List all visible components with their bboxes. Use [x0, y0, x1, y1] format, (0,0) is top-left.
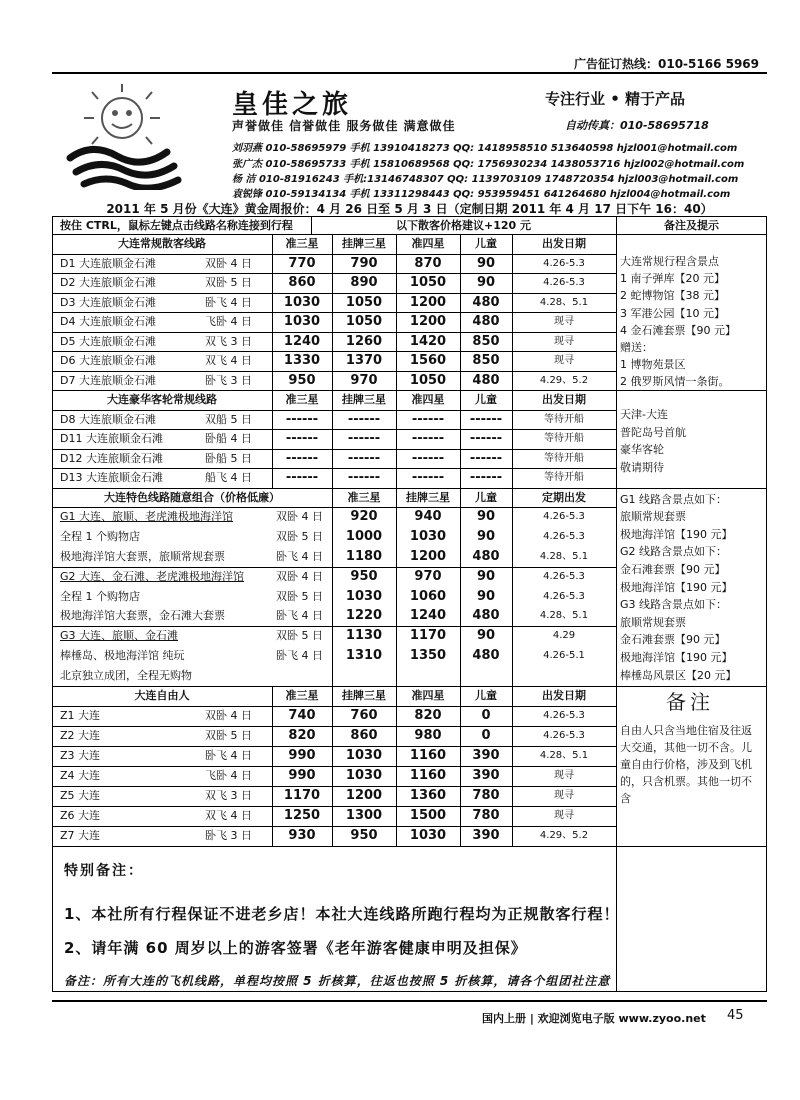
- remark-line: 2 蛇博物馆【38 元】: [620, 289, 725, 303]
- remark-line: 普陀岛号首航: [620, 425, 686, 439]
- price-cell: 0: [481, 707, 491, 723]
- duration: 双卧 4 日: [205, 256, 252, 270]
- route-name: Z7 大连: [60, 828, 101, 842]
- price-cell: 1170: [409, 628, 447, 644]
- grid-line: [52, 351, 616, 352]
- price-cell: 1500: [409, 807, 447, 823]
- price-cell: 970: [350, 372, 378, 388]
- duration: 双卧 5 日: [276, 589, 323, 603]
- departure-date: 等待开船: [544, 413, 584, 425]
- price-cell: 970: [414, 568, 442, 584]
- column-header: 大连特色线路随意组合（价格低廉）: [104, 490, 280, 504]
- price-cell: 790: [350, 255, 378, 271]
- remark-line: G3 线路含景点如下：: [620, 598, 728, 612]
- column-header: 准四星: [411, 688, 445, 702]
- price-cell: ------: [285, 450, 319, 466]
- duration: 双卧 5 日: [276, 629, 323, 643]
- column-header: 大连自由人: [134, 688, 190, 702]
- grid-line: [52, 468, 616, 469]
- column-header: 大连豪华客轮常规线路: [107, 393, 217, 406]
- departure-date: 现寻: [554, 355, 574, 366]
- price-cell: 1240: [409, 608, 447, 624]
- price-cell: ------: [411, 411, 445, 427]
- column-header: 准三星: [285, 688, 319, 702]
- price-cell: 950: [288, 372, 316, 388]
- duration: 双卧 4 日: [205, 708, 252, 722]
- footer-rule: [52, 1000, 767, 1002]
- column-header: 儿童: [475, 490, 497, 504]
- grid-line: [52, 293, 616, 294]
- duration: 双飞 3 日: [205, 788, 252, 802]
- duration: 卧飞 4 日: [276, 549, 323, 563]
- price-cell: 850: [472, 353, 500, 368]
- grid-line: [52, 766, 616, 767]
- departure-date: 4.26-5.3: [543, 277, 585, 288]
- price-cell: 1200: [409, 548, 447, 564]
- price-cell: 820: [288, 727, 316, 743]
- grid-line: [52, 312, 616, 313]
- special-notes-title: 特别备注：: [64, 863, 144, 879]
- remark-line: 1 博物苑景区: [620, 358, 686, 372]
- price-cell: 1030: [283, 294, 321, 310]
- price-cell: 1260: [345, 333, 383, 349]
- price-cell: 90: [476, 588, 496, 604]
- price-cell: ------: [285, 431, 319, 446]
- duration: 卧飞 3 日: [205, 828, 252, 842]
- price-cell: 1300: [345, 807, 383, 823]
- price-cell: 1360: [409, 787, 447, 803]
- price-cell: 1350: [409, 647, 447, 663]
- price-cell: ------: [347, 431, 381, 446]
- price-cell: 1030: [283, 314, 321, 329]
- price-cell: 890: [350, 275, 378, 290]
- remark-title: 备注: [666, 690, 714, 714]
- column-header: 挂牌三星: [406, 490, 450, 504]
- column-header: 挂牌三星: [342, 237, 386, 250]
- price-cell: 770: [288, 255, 316, 271]
- departure-date: 4.26-5.3: [543, 709, 585, 721]
- departure-date: 现寻: [554, 335, 574, 347]
- price-cell: ------: [469, 431, 503, 446]
- price-cell: 950: [350, 568, 378, 584]
- duration: 双卧 5 日: [276, 530, 323, 544]
- departure-date: 4.26-5.3: [543, 511, 585, 523]
- departure-date: 4.26-5.3: [543, 590, 585, 602]
- departure-date: 4.28、5.1: [539, 610, 589, 622]
- price-cell: 0: [481, 727, 491, 743]
- price-cell: 990: [288, 747, 316, 763]
- duration: 卧船 4 日: [205, 432, 252, 445]
- departure-date: 4.28、5.1: [539, 296, 589, 308]
- page-number: 45: [727, 1008, 744, 1023]
- price-cell: 480: [472, 294, 500, 310]
- price-cell: ------: [469, 450, 503, 466]
- remark-line: 2 俄罗斯风情一条街。: [620, 375, 730, 389]
- price-cell: ------: [411, 450, 445, 466]
- header-rule: [52, 72, 767, 74]
- remark-line: 天津-大连: [620, 408, 668, 421]
- price-cell: ------: [347, 450, 381, 466]
- company-slogan: 专注行业 • 精于产品: [545, 90, 686, 108]
- departure-date: 4.26-5.3: [543, 257, 585, 269]
- price-cell: 480: [472, 314, 500, 329]
- duration: 卧飞 4 日: [276, 609, 323, 623]
- price-cell: 1050: [409, 372, 447, 388]
- column-header: 儿童: [475, 688, 497, 702]
- flight-footnote: 备注：所有大连的飞机线路，单程均按照 5 折核算，往返也按照 5 折核算，请各个组团社注意: [64, 974, 611, 988]
- remark-line: 豪华客轮: [620, 443, 664, 456]
- grid-line: [52, 449, 616, 450]
- grid-line: [52, 826, 616, 827]
- remark-line: 4 金石滩套票【90 元】: [620, 323, 736, 337]
- grid-line: [52, 410, 616, 411]
- price-cell: 1050: [345, 294, 383, 310]
- grid-line: [52, 706, 616, 707]
- duration: 双卧 5 日: [205, 276, 252, 289]
- price-cell: 860: [288, 275, 316, 290]
- route-name: 全程 1 个购物店: [60, 530, 140, 544]
- price-cell: 1050: [409, 275, 447, 290]
- route-name: Z5 大连: [60, 788, 101, 802]
- price-cell: 950: [350, 827, 378, 843]
- contact-line: 袁锐锋 010-59134134 手机 13311298443 QQ: 953959451 641264680 hjzl004@hotmail.com: [232, 189, 731, 200]
- departure-date: 等待开船: [544, 433, 584, 444]
- fax-number: 自动传真：010-58695718: [565, 119, 709, 132]
- route-name: D5 大连旅顺金石滩: [60, 334, 156, 348]
- price-cell: 930: [288, 827, 316, 843]
- departure-date: 等待开船: [544, 452, 584, 464]
- route-name: D6 大连旅顺金石滩: [60, 354, 156, 367]
- column-header: 准四星: [411, 393, 445, 406]
- price-cell: 870: [414, 255, 442, 271]
- column-header: 准三星: [347, 490, 381, 504]
- duration: 卧飞 3 日: [205, 373, 252, 387]
- duration: 双飞 4 日: [205, 354, 252, 367]
- route-name: G1 大连、旅顺、老虎滩极地海洋馆: [60, 510, 234, 524]
- price-cell: 1030: [345, 588, 383, 604]
- departure-date: 4.26-5.3: [543, 531, 585, 543]
- duration: 双卧 4 日: [276, 510, 323, 524]
- price-cell: 990: [288, 767, 316, 783]
- grid-line: [52, 507, 616, 508]
- price-cell: 1310: [345, 647, 383, 663]
- price-cell: 480: [472, 647, 500, 663]
- price-cell: 860: [350, 727, 378, 743]
- column-header: 出发日期: [542, 393, 586, 406]
- remark-line: 3 军港公园【10 元】: [620, 306, 725, 320]
- departure-date: 4.28、5.1: [539, 749, 589, 761]
- route-name: 极地海洋馆大套票，金石滩大套票: [60, 609, 225, 623]
- departure-date: 现寻: [554, 769, 574, 781]
- sun-wave-logo-icon: [62, 80, 192, 190]
- route-name: 全程 1 个购物店: [60, 589, 140, 603]
- column-header: 儿童: [475, 393, 497, 406]
- price-cell: ------: [411, 470, 445, 485]
- grid-line: [52, 786, 616, 787]
- column-header: 挂牌三星: [342, 393, 386, 406]
- ad-hotline: 广告征订热线：010-5166 5969: [574, 57, 760, 71]
- grid-line: [616, 216, 617, 992]
- duration: 双飞 3 日: [205, 334, 252, 348]
- price-cell: 1160: [409, 767, 447, 783]
- departure-date: 4.26-5.1: [543, 649, 585, 661]
- remark-line: 金石滩套票【90 元】: [620, 562, 726, 576]
- price-cell: 90: [476, 509, 496, 525]
- grid-line: [52, 846, 767, 848]
- price-cell: 760: [350, 707, 378, 723]
- duration: 卧飞 4 日: [205, 295, 252, 309]
- grid-line: [52, 626, 616, 627]
- remark-line: 大连常规行程含景点: [620, 255, 719, 268]
- duration: 船飞 4 日: [205, 471, 252, 484]
- departure-date: 现寻: [554, 316, 574, 327]
- route-name: Z3 大连: [60, 748, 101, 762]
- remark-line: 金石滩套票【90 元】: [620, 633, 726, 647]
- departure-date: 4.28、5.1: [539, 550, 589, 562]
- column-header: 准四星: [411, 237, 445, 250]
- price-cell: 480: [472, 372, 500, 388]
- departure-date: 4.26-5.3: [543, 570, 585, 582]
- route-name: Z1 大连: [60, 708, 101, 722]
- remark-line: 1 南子弹库【20 元】: [620, 272, 725, 286]
- price-cell: 90: [476, 529, 496, 545]
- price-cell: 1200: [409, 314, 447, 329]
- column-header: 出发日期: [542, 688, 586, 702]
- departure-date: 4.29、5.2: [539, 374, 589, 386]
- price-note: 以下散客价格建议+120 元: [395, 219, 531, 232]
- remark-line: 棒棰岛风景区【20 元】: [620, 668, 737, 682]
- price-cell: 1160: [409, 747, 447, 763]
- grid-line: [52, 254, 616, 255]
- price-cell: 1240: [283, 333, 321, 349]
- price-cell: 820: [414, 707, 442, 723]
- price-cell: ------: [347, 411, 381, 427]
- route-name: Z4 大连: [60, 768, 101, 782]
- price-cell: 90: [476, 255, 496, 271]
- price-cell: 1000: [345, 529, 383, 545]
- price-cell: 980: [414, 727, 442, 743]
- contact-line: 刘羽燕 010-58695979 手机 13910418273 QQ: 1418958510 513640598 hjzl001@hotmail.com: [232, 143, 738, 154]
- column-header: 大连常规散客线路: [118, 237, 206, 250]
- remark-text: 自由人只含当地住宿及往返大交通，其他一切不含。儿童自由行价格，涉及到飞机的，只含机票。其他一切不含: [620, 724, 752, 805]
- company-name: 皇佳之旅: [232, 90, 353, 120]
- price-cell: 1420: [409, 333, 447, 349]
- remark-line: 极地海洋馆【190 元】: [620, 527, 733, 541]
- column-header: 出发日期: [542, 237, 586, 250]
- contact-line: 杨 洁 010-81916243 手机:13146748307 QQ: 1139703109 1748720354 hjzl003@hotmail.com: [232, 174, 739, 185]
- price-cell: 940: [414, 509, 442, 525]
- remark-line: G1 线路含景点如下：: [620, 492, 728, 506]
- price-cell: ------: [469, 411, 503, 427]
- price-cell: 850: [472, 333, 500, 349]
- price-cell: 780: [472, 787, 500, 803]
- price-cell: 90: [476, 275, 496, 290]
- grid-line: [52, 234, 767, 235]
- price-cell: 1250: [283, 807, 321, 823]
- price-cell: 740: [288, 707, 316, 723]
- departure-date: 4.29、5.2: [539, 829, 589, 841]
- route-name: G2 大连、金石滩、老虎滩极地海洋馆: [60, 569, 245, 583]
- column-header: 准三星: [285, 237, 319, 250]
- grid-line: [52, 806, 616, 807]
- grid-line: [52, 273, 616, 274]
- duration: 双船 5 日: [205, 412, 252, 426]
- route-name: D12 大连旅顺金石滩: [60, 451, 163, 465]
- route-name: D3 大连旅顺金石滩: [60, 295, 156, 309]
- duration: 卧飞 4 日: [276, 648, 323, 662]
- grid-line: [52, 726, 616, 727]
- grid-line: [52, 371, 616, 372]
- price-cell: 1170: [283, 787, 321, 803]
- remark-line: 极地海洋馆【190 元】: [620, 580, 733, 594]
- route-name: Z6 大连: [60, 808, 101, 822]
- price-cell: 390: [472, 827, 500, 843]
- route-name: D8 大连旅顺金石滩: [60, 412, 156, 426]
- remark-line: 赠送：: [620, 341, 653, 354]
- route-name: D1 大连旅顺金石滩: [60, 256, 156, 270]
- duration: 双卧 4 日: [276, 569, 323, 583]
- price-cell: 1030: [345, 767, 383, 783]
- grid-line: [52, 429, 616, 430]
- grid-line: [52, 488, 767, 489]
- company-motto: 声誉做佳 信誉做佳 服务做佳 满意做佳: [232, 119, 456, 133]
- grid-line: [52, 567, 616, 568]
- price-cell: 1030: [409, 827, 447, 843]
- grid-line: [52, 746, 616, 747]
- route-name: Z2 大连: [60, 728, 101, 742]
- price-cell: 1050: [345, 314, 383, 329]
- price-cell: 1030: [409, 529, 447, 545]
- departure-date: 现寻: [554, 789, 574, 801]
- special-note: 2、请年满 60 周岁以上的游客签署《老年游客健康申明及担保》: [64, 939, 527, 957]
- duration: 双卧 5 日: [205, 728, 252, 742]
- price-cell: 920: [350, 509, 378, 525]
- contact-line: 张广杰 010-58695733 手机 15810689568 QQ: 1756930234 1438053716 hjzl002@hotmail.com: [232, 159, 745, 170]
- price-cell: ------: [411, 431, 445, 446]
- route-name: D7 大连旅顺金石滩: [60, 373, 156, 387]
- footer-text: 国内上册 | 欢迎浏览电子版 www.zyoo.net: [482, 1012, 706, 1025]
- price-cell: 90: [476, 568, 496, 584]
- remark-line: G2 线路含景点如下：: [620, 545, 728, 559]
- price-cell: ------: [469, 470, 503, 485]
- grid-line: [52, 332, 616, 333]
- route-name: D11 大连旅顺金石滩: [60, 432, 163, 445]
- price-cell: ------: [347, 470, 381, 485]
- price-cell: 90: [476, 628, 496, 644]
- duration: 飞卧 4 日: [205, 315, 252, 328]
- price-heading: 2011 年 5 月份《大连》黄金周报价：4 月 26 日至 5 月 3 日（定制日期 2011 年 4 月 17 日下午 16：40）: [106, 202, 713, 216]
- remark-line: 敬请期待: [620, 460, 664, 474]
- duration: 卧飞 4 日: [205, 748, 252, 762]
- price-cell: 1060: [409, 588, 447, 604]
- remarks-header: 备注及提示: [664, 219, 719, 232]
- remark-line: 极地海洋馆【190 元】: [620, 650, 733, 664]
- price-cell: 480: [472, 548, 500, 564]
- price-cell: 1200: [345, 787, 383, 803]
- route-name: 棒棰岛、极地海洋馆 纯玩: [60, 648, 185, 662]
- price-cell: 780: [472, 807, 500, 823]
- route-name: G3 大连、旅顺、金石滩: [60, 629, 179, 643]
- price-cell: 1030: [345, 747, 383, 763]
- price-cell: 1370: [345, 353, 383, 368]
- route-name: 极地海洋馆大套票，旅顺常规套票: [60, 549, 225, 563]
- departure-date: 4.26-5.3: [543, 729, 585, 741]
- duration: 双飞 4 日: [205, 808, 252, 822]
- remark-line: 旅顺常规套票: [620, 615, 686, 629]
- price-cell: 1560: [409, 353, 447, 368]
- price-cell: 1180: [345, 548, 383, 564]
- duration: 飞卧 4 日: [205, 768, 252, 782]
- price-cell: 1330: [283, 353, 321, 368]
- price-cell: 1200: [409, 294, 447, 310]
- column-header: 挂牌三星: [342, 688, 386, 702]
- price-cell: 390: [472, 767, 500, 783]
- price-cell: 1130: [345, 628, 383, 644]
- route-name: D4 大连旅顺金石滩: [60, 315, 156, 328]
- price-cell: 1220: [345, 608, 383, 624]
- price-cell: 390: [472, 747, 500, 763]
- route-name: 北京独立成团，全程无购物: [60, 668, 192, 682]
- special-note: 1、本社所有行程保证不进老乡店！本社大连线路所跑行程均为正规散客行程！: [64, 905, 620, 923]
- column-note: 按住 CTRL，鼠标左键点击线路名称连接到行程: [60, 219, 293, 232]
- price-cell: 480: [472, 608, 500, 624]
- route-name: D13 大连旅顺金石滩: [60, 471, 163, 484]
- departure-date: 4.29: [552, 630, 576, 642]
- price-cell: ------: [285, 411, 319, 427]
- duration: 卧船 5 日: [205, 451, 252, 465]
- departure-date: 现寻: [554, 809, 574, 821]
- price-cell: ------: [285, 470, 319, 485]
- column-header: 准三星: [285, 393, 319, 406]
- remark-line: 旅顺常规套票: [620, 510, 686, 524]
- column-header: 定期出发: [542, 490, 586, 504]
- route-name: D2 大连旅顺金石滩: [60, 276, 156, 289]
- departure-date: 等待开船: [544, 472, 584, 483]
- column-header: 儿童: [475, 237, 497, 250]
